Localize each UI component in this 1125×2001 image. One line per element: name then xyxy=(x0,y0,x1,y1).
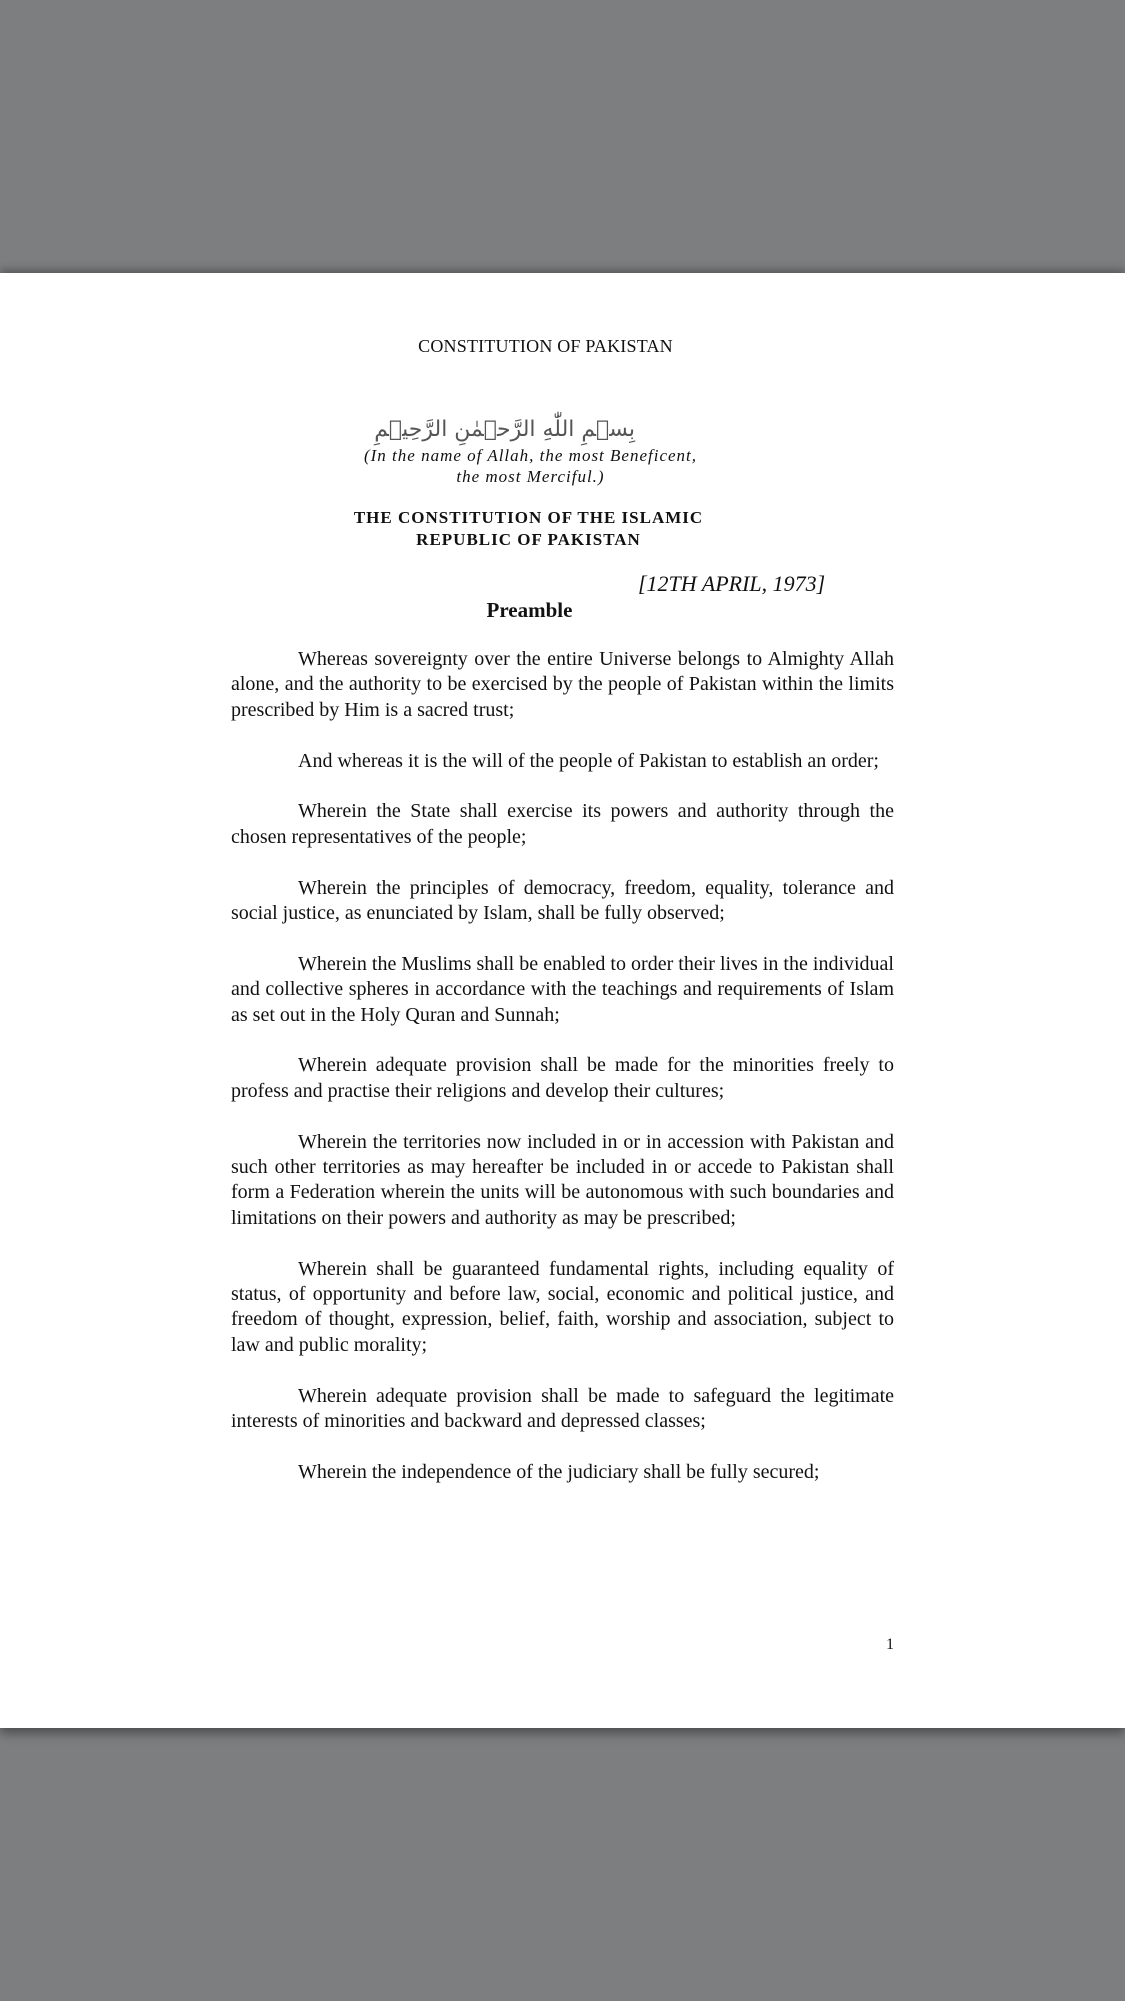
title-line-2: REPUBLIC OF PAKISTAN xyxy=(416,530,641,549)
title-line-1: THE CONSTITUTION OF THE ISLAMIC xyxy=(353,508,704,527)
enactment-date: [12TH APRIL, 1973] xyxy=(638,571,826,596)
page-content xyxy=(0,335,1125,1511)
invocation-line-2: the most Merciful.) xyxy=(456,467,605,486)
paragraph: And whereas it is the will of the people of Pakistan to establish an order; xyxy=(298,749,879,772)
paragraph: Wherein adequate provision shall be made for the minorities freely to profess and practise their religions and develop their cultures; xyxy=(231,1054,894,1102)
paragraph: Wherein the State shall exercise its powers and authority through the chosen representatives of the people; xyxy=(231,800,894,848)
running-header: CONSTITUTION OF PAKISTAN xyxy=(418,336,673,356)
document-title xyxy=(0,507,1057,551)
paragraph: Wherein adequate provision shall be made to safeguard the legitimate interests of minorities and backward and depressed classes; xyxy=(231,1384,894,1433)
document-page xyxy=(0,273,1125,1728)
invocation xyxy=(0,445,1061,487)
bismillah-calligraphy: بِسۡمِ اللّٰهِ الرَّحۡمٰنِ الرَّحِيۡمِ xyxy=(374,417,635,442)
paragraph: Whereas sovereignty over the entire Universe belongs to Almighty Allah alone, and the authority to be exercised by the people of Pakistan within the limits prescribed by Him is a sacred trust; xyxy=(231,648,894,721)
paragraph: Wherein the principles of democracy, freedom, equality, tolerance and social justice, as enunciated by Islam, shall be fully observed; xyxy=(231,876,894,925)
page-number: 1 xyxy=(886,1636,894,1653)
section-heading: Preamble xyxy=(486,598,573,622)
paragraph: Wherein shall be guaranteed fundamental rights, including equality of status, of opportunity and before law, social, economic and political justice, and freedom of thought, expression, belief, faith, worship and association, subject to law and public morality; xyxy=(231,1257,894,1356)
invocation-line-1: (In the name of Allah, the most Beneficent, xyxy=(363,446,698,465)
paragraph: Wherein the Muslims shall be enabled to order their lives in the individual and collective spheres in accordance with the teachings and requirements of Islam as set out in the Holy Quran and Sunnah; xyxy=(231,952,894,1026)
preamble-body xyxy=(231,647,894,1485)
paragraph: Wherein the independence of the judiciary shall be fully secured; xyxy=(298,1460,820,1483)
paragraph: Wherein the territories now included in or in accession with Pakistan and such other territories as may hereafter be included in or accede to Pakistan shall form a Federation wherein the units will be autonomous with such boundaries and limitations on their powers and authority as may be prescribed; xyxy=(231,1130,894,1229)
